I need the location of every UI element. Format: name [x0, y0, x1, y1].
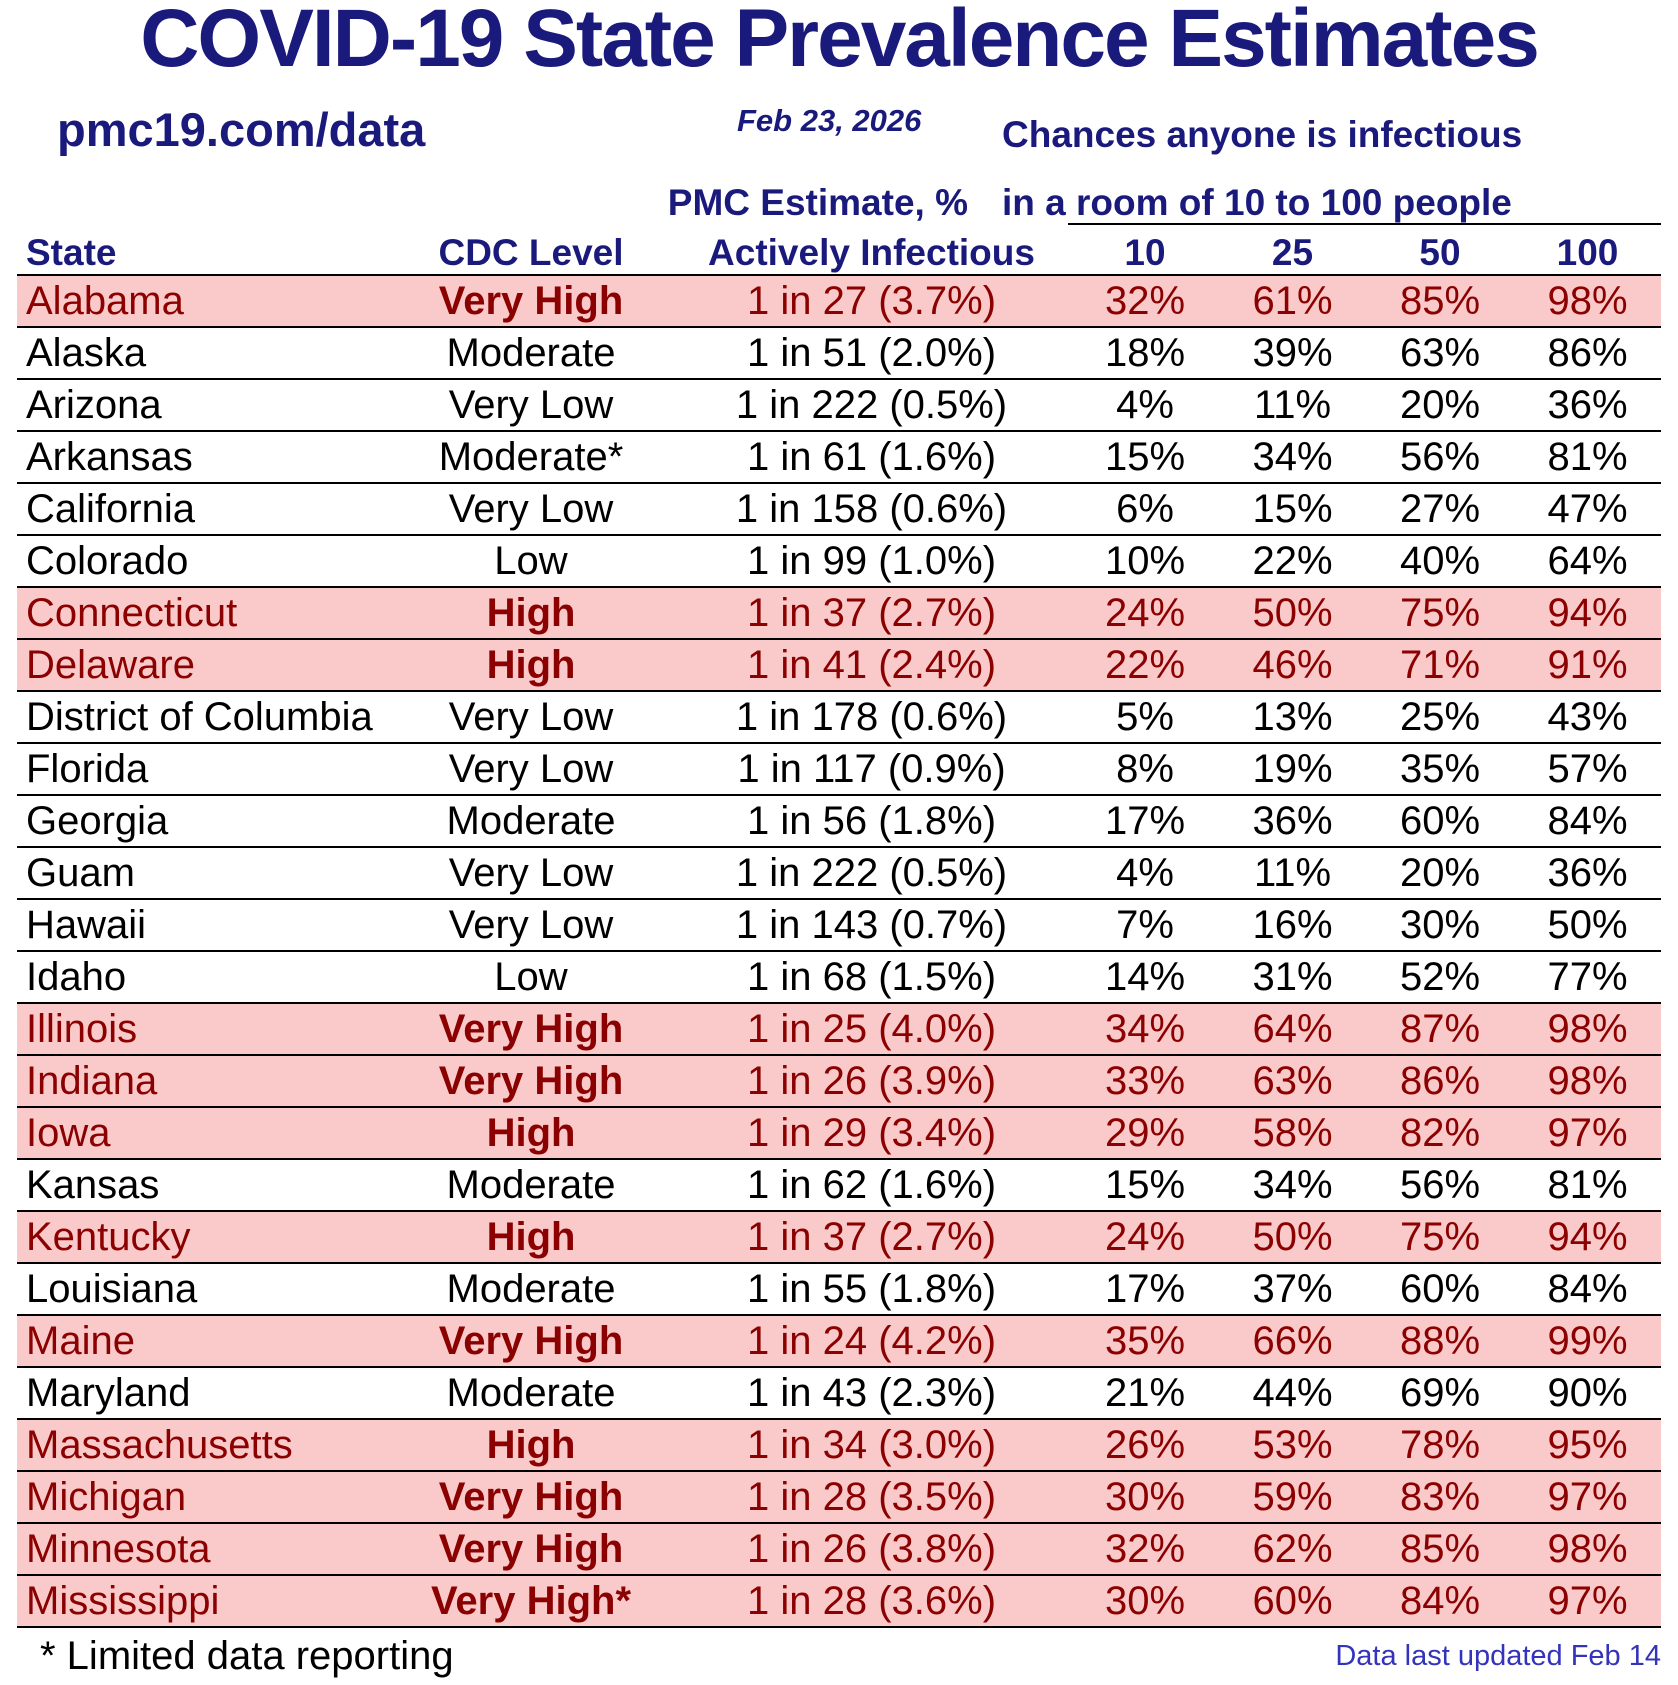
table-row — [17, 431, 1661, 483]
pct-100-cell: 47% — [1547, 486, 1628, 531]
table-row — [17, 535, 1661, 587]
cdc-level-cell: Very Low — [448, 382, 614, 427]
cdc-level-cell: Low — [494, 538, 568, 583]
state-cell: Alabama — [26, 278, 184, 323]
estimate-cell: 1 in 68 (1.5%) — [746, 954, 997, 999]
estimate-cell: 1 in 27 (3.7%) — [746, 278, 997, 323]
pct-10-cell: 22% — [1104, 642, 1186, 687]
pct-25-cell: 34% — [1252, 434, 1333, 479]
estimate-cell: 1 in 61 (1.6%) — [746, 434, 997, 479]
pct-100-cell: 95% — [1547, 1422, 1628, 1467]
pct-10-cell: 18% — [1104, 330, 1186, 375]
pct-50-cell: 56% — [1399, 434, 1481, 479]
pct-25-cell: 44% — [1252, 1370, 1333, 1415]
state-cell: Colorado — [26, 538, 189, 583]
pct-50-cell: 86% — [1399, 1058, 1481, 1103]
table-row — [17, 1523, 1661, 1575]
state-cell: Arizona — [26, 382, 162, 427]
pct-50-cell: 63% — [1399, 330, 1481, 375]
estimate-cell: 1 in 26 (3.8%) — [746, 1526, 997, 1571]
pmc-estimate-heading: PMC Estimate, % — [667, 182, 968, 223]
pct-10-cell: 24% — [1104, 590, 1186, 635]
pct-25-cell: 46% — [1252, 642, 1333, 687]
table-row — [17, 1055, 1661, 1107]
table-row — [17, 847, 1661, 899]
pct-50-cell: 84% — [1399, 1578, 1481, 1623]
pct-10-cell: 4% — [1116, 382, 1174, 427]
pct-50-cell: 20% — [1399, 850, 1481, 895]
state-cell: Arkansas — [26, 434, 193, 479]
cdc-level-cell: Very Low — [448, 902, 614, 947]
pct-50-cell: 27% — [1399, 486, 1481, 531]
pct-50-cell: 25% — [1399, 694, 1481, 739]
pct-25-cell: 64% — [1252, 1006, 1333, 1051]
pct-10-cell: 8% — [1116, 746, 1174, 791]
pct-50-cell: 71% — [1399, 642, 1481, 687]
cdc-level-cell: Moderate — [446, 1162, 616, 1207]
estimate-cell: 1 in 43 (2.3%) — [746, 1370, 997, 1415]
state-cell: Georgia — [26, 798, 169, 843]
table-row — [17, 743, 1661, 795]
table-row — [17, 1107, 1661, 1159]
pct-100-cell: 86% — [1547, 330, 1628, 375]
pct-100-cell: 98% — [1547, 1526, 1628, 1571]
pct-10-cell: 5% — [1116, 694, 1174, 739]
pct-50-cell: 40% — [1399, 538, 1481, 583]
cdc-level-cell: Low — [494, 954, 568, 999]
table-row — [17, 483, 1661, 535]
pct-100-cell: 77% — [1547, 954, 1628, 999]
cdc-level-cell: Moderate* — [438, 434, 624, 479]
pct-25-cell: 53% — [1252, 1422, 1333, 1467]
pct-50-cell: 35% — [1399, 746, 1481, 791]
pct-50-cell: 60% — [1399, 1266, 1481, 1311]
pct-100-cell: 97% — [1547, 1110, 1628, 1155]
chances-heading-line1: Chances anyone is infectious — [1002, 114, 1523, 155]
table-row — [17, 1315, 1661, 1367]
pct-25-cell: 13% — [1252, 694, 1333, 739]
pct-50-cell: 85% — [1399, 278, 1481, 323]
state-cell: Illinois — [26, 1006, 138, 1051]
column-header-room-100: 100 — [1556, 232, 1619, 273]
table-row — [17, 899, 1661, 951]
pct-100-cell: 94% — [1547, 590, 1628, 635]
pct-10-cell: 30% — [1104, 1474, 1186, 1519]
cdc-level-cell: Very High — [438, 278, 624, 323]
state-cell: Mississippi — [26, 1578, 220, 1623]
estimate-cell: 1 in 99 (1.0%) — [746, 538, 997, 583]
pct-100-cell: 84% — [1547, 798, 1628, 843]
cdc-level-cell: Moderate — [446, 1370, 616, 1415]
chances-heading-line2: in a room of 10 to 100 people — [1002, 182, 1512, 223]
pct-100-cell: 98% — [1547, 1058, 1628, 1103]
cdc-level-cell: Very High — [438, 1006, 624, 1051]
pct-50-cell: 87% — [1399, 1006, 1481, 1051]
state-cell: Michigan — [26, 1474, 187, 1519]
pct-100-cell: 90% — [1547, 1370, 1628, 1415]
pct-50-cell: 60% — [1399, 798, 1481, 843]
pct-25-cell: 59% — [1252, 1474, 1333, 1519]
state-cell: Idaho — [26, 954, 127, 999]
pct-10-cell: 24% — [1104, 1214, 1186, 1259]
estimate-cell: 1 in 28 (3.5%) — [746, 1474, 997, 1519]
state-cell: Guam — [26, 850, 135, 895]
state-cell: Maryland — [26, 1370, 191, 1415]
estimate-cell: 1 in 41 (2.4%) — [746, 642, 997, 687]
pct-100-cell: 64% — [1547, 538, 1628, 583]
table-row — [17, 275, 1661, 327]
pct-25-cell: 50% — [1252, 1214, 1333, 1259]
site-url-link[interactable]: pmc19.com/data — [57, 103, 426, 156]
estimate-cell: 1 in 143 (0.7%) — [735, 902, 1008, 947]
pct-25-cell: 16% — [1252, 902, 1333, 947]
pct-100-cell: 94% — [1547, 1214, 1628, 1259]
cdc-level-cell: Very Low — [448, 850, 614, 895]
state-cell: Maine — [26, 1318, 135, 1363]
table-row — [17, 795, 1661, 847]
pct-25-cell: 50% — [1252, 590, 1333, 635]
room-sizes-underline — [1068, 223, 1661, 225]
estimate-cell: 1 in 29 (3.4%) — [746, 1110, 997, 1155]
state-cell: Iowa — [26, 1110, 111, 1155]
pct-50-cell: 20% — [1399, 382, 1481, 427]
page-title: COVID-19 State Prevalence Estimates — [140, 0, 1538, 84]
estimate-cell: 1 in 26 (3.9%) — [746, 1058, 997, 1103]
pct-10-cell: 35% — [1104, 1318, 1186, 1363]
table-row — [17, 1575, 1661, 1627]
cdc-level-cell: Moderate — [446, 798, 616, 843]
pct-100-cell: 81% — [1547, 434, 1628, 479]
table-row — [17, 1419, 1661, 1471]
pct-10-cell: 21% — [1104, 1370, 1186, 1415]
table-row — [17, 951, 1661, 1003]
column-header-room-10: 10 — [1124, 232, 1166, 273]
table-row — [17, 587, 1661, 639]
pct-100-cell: 97% — [1547, 1474, 1628, 1519]
pct-10-cell: 29% — [1104, 1110, 1186, 1155]
table-row — [17, 1211, 1661, 1263]
table-row — [17, 1159, 1661, 1211]
pct-100-cell: 36% — [1547, 382, 1628, 427]
prevalence-table — [17, 274, 1661, 1628]
pct-100-cell: 36% — [1547, 850, 1628, 895]
pct-10-cell: 34% — [1104, 1006, 1186, 1051]
pct-50-cell: 82% — [1399, 1110, 1481, 1155]
cdc-level-cell: Very Low — [448, 694, 614, 739]
cdc-level-cell: Very High — [438, 1474, 624, 1519]
pct-10-cell: 10% — [1104, 538, 1186, 583]
pct-100-cell: 98% — [1547, 278, 1628, 323]
cdc-level-cell: High — [486, 1422, 576, 1467]
cdc-level-cell: Very High — [438, 1318, 624, 1363]
table-row — [17, 1367, 1661, 1419]
pct-10-cell: 30% — [1104, 1578, 1186, 1623]
estimate-cell: 1 in 51 (2.0%) — [746, 330, 997, 375]
cdc-level-cell: Very High — [438, 1526, 624, 1571]
pct-10-cell: 17% — [1104, 1266, 1186, 1311]
cdc-level-cell: Moderate — [446, 1266, 616, 1311]
estimate-cell: 1 in 222 (0.5%) — [735, 382, 1008, 427]
pct-25-cell: 11% — [1253, 850, 1332, 895]
table-row — [17, 1471, 1661, 1523]
pct-50-cell: 83% — [1399, 1474, 1481, 1519]
pct-100-cell: 43% — [1547, 694, 1628, 739]
pct-10-cell: 6% — [1116, 486, 1174, 531]
pct-100-cell: 50% — [1547, 902, 1628, 947]
estimate-cell: 1 in 28 (3.6%) — [746, 1578, 997, 1623]
state-cell: Connecticut — [26, 590, 238, 635]
pct-25-cell: 34% — [1252, 1162, 1333, 1207]
pct-100-cell: 99% — [1547, 1318, 1628, 1363]
pct-50-cell: 69% — [1399, 1370, 1481, 1415]
pct-10-cell: 17% — [1104, 798, 1186, 843]
pct-100-cell: 98% — [1547, 1006, 1628, 1051]
state-cell: Alaska — [26, 330, 147, 375]
column-header-estimate: Actively Infectious — [708, 232, 1035, 273]
estimate-cell: 1 in 56 (1.8%) — [746, 798, 997, 843]
column-header-room-25: 25 — [1271, 232, 1314, 273]
pct-50-cell: 88% — [1399, 1318, 1481, 1363]
state-cell: Kentucky — [26, 1214, 191, 1259]
state-cell: District of Columbia — [26, 694, 373, 739]
pct-10-cell: 7% — [1116, 902, 1174, 947]
estimate-cell: 1 in 37 (2.7%) — [746, 1214, 997, 1259]
pct-25-cell: 36% — [1252, 798, 1333, 843]
cdc-level-cell: Very High — [438, 1058, 624, 1103]
state-cell: Indiana — [26, 1058, 158, 1103]
state-cell: Florida — [26, 746, 149, 791]
pct-100-cell: 91% — [1547, 642, 1628, 687]
table-row — [17, 1263, 1661, 1315]
last-updated-label: Data last updated Feb 14 — [1335, 1640, 1661, 1672]
estimate-cell: 1 in 24 (4.2%) — [746, 1318, 997, 1363]
pct-25-cell: 31% — [1252, 954, 1333, 999]
state-table-body — [17, 275, 1661, 1627]
estimate-cell: 1 in 37 (2.7%) — [746, 590, 997, 635]
pct-25-cell: 19% — [1252, 746, 1333, 791]
table-row — [17, 379, 1661, 431]
pct-10-cell: 4% — [1116, 850, 1174, 895]
table-row — [17, 1003, 1661, 1055]
pct-25-cell: 60% — [1252, 1578, 1333, 1623]
pct-25-cell: 63% — [1252, 1058, 1333, 1103]
estimate-cell: 1 in 117 (0.9%) — [737, 746, 1006, 791]
estimate-cell: 1 in 178 (0.6%) — [735, 694, 1008, 739]
column-headers-row — [17, 232, 1661, 274]
pct-50-cell: 85% — [1399, 1526, 1481, 1571]
estimate-cell: 1 in 62 (1.6%) — [746, 1162, 997, 1207]
column-header-state: State — [26, 232, 117, 273]
pct-10-cell: 15% — [1104, 1162, 1186, 1207]
pct-25-cell: 66% — [1252, 1318, 1333, 1363]
estimate-cell: 1 in 55 (1.8%) — [746, 1266, 997, 1311]
column-header-cdc-level: CDC Level — [438, 232, 624, 273]
pct-100-cell: 84% — [1547, 1266, 1628, 1311]
pct-25-cell: 37% — [1252, 1266, 1333, 1311]
state-cell: Louisiana — [26, 1266, 198, 1311]
pct-10-cell: 32% — [1104, 278, 1186, 323]
state-cell: Delaware — [26, 642, 195, 687]
pct-50-cell: 52% — [1399, 954, 1481, 999]
state-cell: Kansas — [26, 1162, 160, 1207]
cdc-level-cell: High — [486, 642, 576, 687]
cdc-level-cell: Very High* — [430, 1578, 632, 1623]
pct-25-cell: 39% — [1252, 330, 1333, 375]
estimate-cell: 1 in 222 (0.5%) — [735, 850, 1008, 895]
table-row — [17, 639, 1661, 691]
cdc-level-cell: High — [486, 1110, 576, 1155]
cdc-level-cell: Moderate — [446, 330, 616, 375]
state-cell: Hawaii — [26, 902, 147, 947]
pct-25-cell: 15% — [1252, 486, 1333, 531]
pct-10-cell: 14% — [1104, 954, 1186, 999]
pct-10-cell: 33% — [1104, 1058, 1186, 1103]
state-cell: California — [26, 486, 195, 531]
state-cell: Minnesota — [26, 1526, 211, 1571]
estimate-cell: 1 in 34 (3.0%) — [746, 1422, 997, 1467]
pct-10-cell: 15% — [1104, 434, 1186, 479]
pct-50-cell: 75% — [1399, 1214, 1481, 1259]
column-header-room-50: 50 — [1419, 232, 1461, 273]
pct-50-cell: 30% — [1399, 902, 1481, 947]
pct-50-cell: 75% — [1399, 590, 1481, 635]
pct-25-cell: 61% — [1252, 278, 1333, 323]
pct-25-cell: 22% — [1252, 538, 1333, 583]
state-cell: Massachusetts — [26, 1422, 293, 1467]
table-row — [17, 327, 1661, 379]
cdc-level-cell: High — [486, 1214, 576, 1259]
pct-50-cell: 78% — [1399, 1422, 1481, 1467]
pct-25-cell: 58% — [1252, 1110, 1333, 1155]
pct-100-cell: 97% — [1547, 1578, 1628, 1623]
pct-100-cell: 81% — [1547, 1162, 1628, 1207]
pct-25-cell: 62% — [1252, 1526, 1333, 1571]
cdc-level-cell: High — [486, 590, 576, 635]
pct-25-cell: 11% — [1253, 382, 1332, 427]
table-row — [17, 691, 1661, 743]
estimate-cell: 1 in 25 (4.0%) — [746, 1006, 997, 1051]
pct-50-cell: 56% — [1399, 1162, 1481, 1207]
cdc-level-cell: Very Low — [448, 746, 614, 791]
estimate-cell: 1 in 158 (0.6%) — [735, 486, 1008, 531]
pct-10-cell: 32% — [1104, 1526, 1186, 1571]
footnote-limited-data: * Limited data reporting — [40, 1634, 454, 1678]
cdc-level-cell: Very Low — [448, 486, 614, 531]
pct-10-cell: 26% — [1104, 1422, 1186, 1467]
report-date: Feb 23, 2026 — [737, 103, 922, 138]
pct-100-cell: 57% — [1547, 746, 1628, 791]
